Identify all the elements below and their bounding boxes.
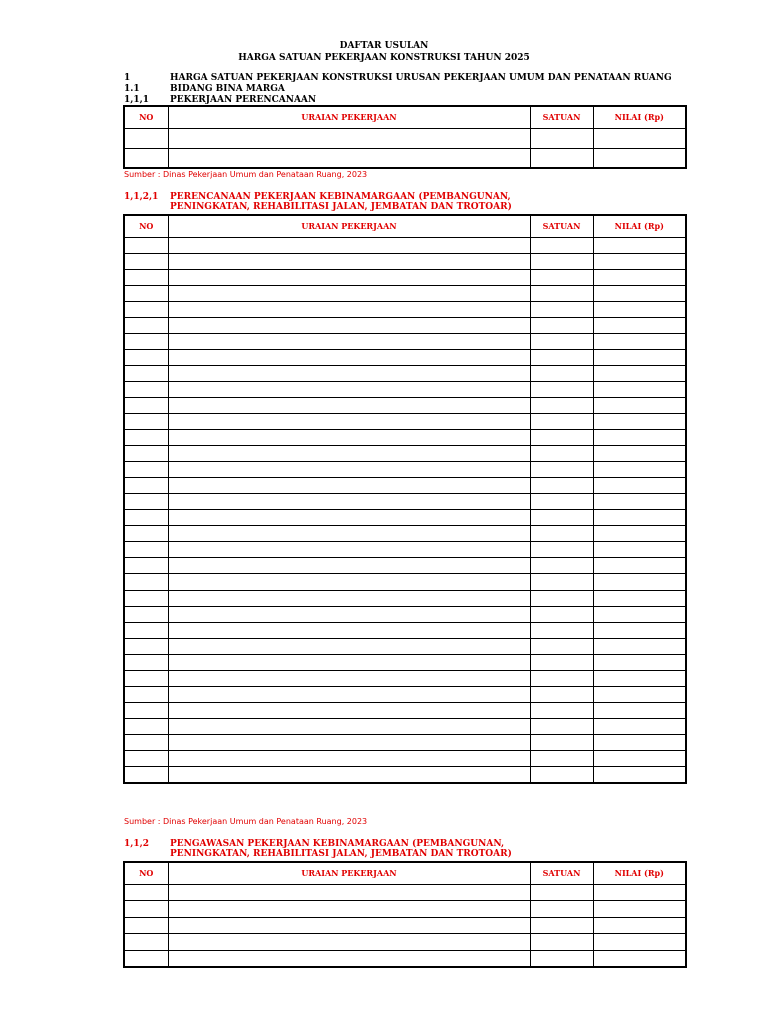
table-row xyxy=(124,670,686,686)
cell-no xyxy=(124,917,168,934)
table-row xyxy=(124,574,686,590)
cell-nilai xyxy=(593,702,686,718)
table-row xyxy=(124,414,686,430)
table-row xyxy=(124,950,686,967)
cell-uraian xyxy=(168,718,530,734)
cell-no xyxy=(124,494,168,510)
cell-uraian xyxy=(168,446,530,462)
cell-uraian xyxy=(168,558,530,574)
table-row xyxy=(124,510,686,526)
cell-uraian xyxy=(168,128,530,148)
cell-satuan xyxy=(530,478,593,494)
cell-uraian xyxy=(168,934,530,951)
cell-nilai xyxy=(593,365,686,381)
cell-satuan xyxy=(530,950,593,967)
cell-satuan xyxy=(530,686,593,702)
cell-satuan xyxy=(530,638,593,654)
section-number: 1,1,2 xyxy=(124,839,150,849)
cell-nilai xyxy=(593,654,686,670)
table-row xyxy=(124,430,686,446)
cell-nilai xyxy=(593,510,686,526)
cell-nilai xyxy=(593,767,686,783)
table-row xyxy=(124,397,686,413)
cell-uraian xyxy=(168,349,530,365)
cell-no xyxy=(124,128,168,148)
cell-nilai xyxy=(593,734,686,750)
table-row xyxy=(124,934,686,951)
cell-satuan xyxy=(530,751,593,767)
cell-nilai xyxy=(593,253,686,269)
cell-uraian xyxy=(168,734,530,750)
cell-nilai xyxy=(593,301,686,317)
cell-no xyxy=(124,430,168,446)
table-row xyxy=(124,542,686,558)
cell-nilai xyxy=(593,269,686,285)
cell-uraian xyxy=(168,301,530,317)
cell-no xyxy=(124,237,168,253)
table-row xyxy=(124,767,686,783)
cell-uraian xyxy=(168,365,530,381)
cell-satuan xyxy=(530,494,593,510)
cell-nilai xyxy=(593,718,686,734)
column-header-uraian: URAIAN PEKERJAAN xyxy=(168,106,530,128)
table-row xyxy=(124,702,686,718)
table-row xyxy=(124,606,686,622)
cell-satuan xyxy=(530,574,593,590)
cell-satuan xyxy=(530,670,593,686)
cell-nilai xyxy=(593,542,686,558)
cell-no xyxy=(124,734,168,750)
cell-satuan xyxy=(530,317,593,333)
table-row xyxy=(124,462,686,478)
cell-satuan xyxy=(530,397,593,413)
table-row xyxy=(124,333,686,349)
column-header-no: NO xyxy=(124,215,168,237)
cell-no xyxy=(124,510,168,526)
cell-nilai xyxy=(593,950,686,967)
cell-no xyxy=(124,285,168,301)
cell-uraian xyxy=(168,622,530,638)
table-row xyxy=(124,148,686,168)
table-row xyxy=(124,446,686,462)
cell-satuan xyxy=(530,333,593,349)
cell-uraian xyxy=(168,381,530,397)
cell-no xyxy=(124,253,168,269)
cell-satuan xyxy=(530,285,593,301)
cell-nilai xyxy=(593,397,686,413)
cell-nilai xyxy=(593,317,686,333)
source-note: Sumber : Dinas Pekerjaan Umum dan Penataan Ruang, 2023 xyxy=(124,817,368,826)
cell-no xyxy=(124,751,168,767)
section-text-line1: PERENCANAAN PEKERJAAN KEBINAMARGAAN (PEMBANGUNAN, xyxy=(170,192,511,202)
table-perencanaan-kebinamargaan xyxy=(123,214,687,784)
table-perencanaan xyxy=(123,105,687,169)
cell-satuan xyxy=(530,269,593,285)
cell-uraian xyxy=(168,751,530,767)
cell-satuan xyxy=(530,734,593,750)
cell-nilai xyxy=(593,285,686,301)
cell-uraian xyxy=(168,917,530,934)
cell-uraian xyxy=(168,333,530,349)
cell-uraian xyxy=(168,670,530,686)
cell-uraian xyxy=(168,237,530,253)
cell-uraian xyxy=(168,269,530,285)
cell-nilai xyxy=(593,638,686,654)
source-note: Sumber : Dinas Pekerjaan Umum dan Penataan Ruang, 2023 xyxy=(124,170,368,179)
cell-no xyxy=(124,333,168,349)
cell-nilai xyxy=(593,494,686,510)
cell-uraian xyxy=(168,542,530,558)
cell-nilai xyxy=(593,751,686,767)
table-row xyxy=(124,590,686,606)
cell-satuan xyxy=(530,718,593,734)
cell-no xyxy=(124,590,168,606)
cell-no xyxy=(124,148,168,168)
cell-satuan xyxy=(530,301,593,317)
column-header-satuan: SATUAN xyxy=(530,215,593,237)
cell-no xyxy=(124,478,168,494)
cell-uraian xyxy=(168,510,530,526)
column-header-nilai: NILAI (Rp) xyxy=(593,862,686,884)
cell-satuan xyxy=(530,901,593,918)
cell-satuan xyxy=(530,654,593,670)
cell-satuan xyxy=(530,558,593,574)
cell-nilai xyxy=(593,381,686,397)
cell-satuan xyxy=(530,365,593,381)
cell-no xyxy=(124,767,168,783)
cell-no xyxy=(124,381,168,397)
cell-nilai xyxy=(593,148,686,168)
cell-nilai xyxy=(593,917,686,934)
outline-number: 1,1,1 xyxy=(124,95,150,105)
cell-no xyxy=(124,462,168,478)
section-text-line1: PENGAWASAN PEKERJAAN KEBINAMARGAAN (PEMBANGUNAN, xyxy=(170,839,505,849)
cell-uraian xyxy=(168,767,530,783)
cell-nilai xyxy=(593,901,686,918)
table-row xyxy=(124,317,686,333)
table-row xyxy=(124,349,686,365)
table-row xyxy=(124,526,686,542)
cell-no xyxy=(124,654,168,670)
table-row xyxy=(124,917,686,934)
column-header-no: NO xyxy=(124,106,168,128)
document-title: DAFTAR USULAN xyxy=(339,41,429,51)
cell-uraian xyxy=(168,462,530,478)
cell-no xyxy=(124,901,168,918)
cell-no xyxy=(124,638,168,654)
cell-satuan xyxy=(530,884,593,901)
cell-uraian xyxy=(168,590,530,606)
section-text-line2: PENINGKATAN, REHABILITASI JALAN, JEMBATAN DAN TROTOAR) xyxy=(170,202,512,212)
cell-uraian xyxy=(168,253,530,269)
table-row xyxy=(124,654,686,670)
cell-no xyxy=(124,446,168,462)
cell-uraian xyxy=(168,148,530,168)
cell-satuan xyxy=(530,381,593,397)
cell-nilai xyxy=(593,526,686,542)
cell-nilai xyxy=(593,414,686,430)
column-header-nilai: NILAI (Rp) xyxy=(593,106,686,128)
cell-no xyxy=(124,526,168,542)
table-row xyxy=(124,301,686,317)
cell-satuan xyxy=(530,606,593,622)
cell-no xyxy=(124,301,168,317)
cell-no xyxy=(124,349,168,365)
cell-no xyxy=(124,542,168,558)
cell-satuan xyxy=(530,430,593,446)
cell-nilai xyxy=(593,446,686,462)
cell-no xyxy=(124,670,168,686)
cell-uraian xyxy=(168,317,530,333)
cell-nilai xyxy=(593,128,686,148)
table-row xyxy=(124,718,686,734)
column-header-satuan: SATUAN xyxy=(530,106,593,128)
cell-nilai xyxy=(593,686,686,702)
cell-satuan xyxy=(530,148,593,168)
cell-satuan xyxy=(530,767,593,783)
cell-no xyxy=(124,950,168,967)
cell-satuan xyxy=(530,462,593,478)
table-row xyxy=(124,751,686,767)
cell-satuan xyxy=(530,702,593,718)
cell-nilai xyxy=(593,462,686,478)
cell-no xyxy=(124,934,168,951)
cell-nilai xyxy=(593,606,686,622)
column-header-no: NO xyxy=(124,862,168,884)
outline-text: BIDANG BINA MARGA xyxy=(170,84,285,94)
cell-no xyxy=(124,884,168,901)
cell-uraian xyxy=(168,901,530,918)
cell-nilai xyxy=(593,430,686,446)
cell-no xyxy=(124,397,168,413)
table-row xyxy=(124,622,686,638)
cell-nilai xyxy=(593,333,686,349)
cell-no xyxy=(124,269,168,285)
section-number: 1,1,2,1 xyxy=(124,192,159,202)
cell-uraian xyxy=(168,397,530,413)
cell-satuan xyxy=(530,237,593,253)
document-subtitle: HARGA SATUAN PEKERJAAN KONSTRUKSI TAHUN 2025 xyxy=(238,53,530,63)
cell-satuan xyxy=(530,542,593,558)
cell-satuan xyxy=(530,526,593,542)
column-header-uraian: URAIAN PEKERJAAN xyxy=(168,862,530,884)
cell-nilai xyxy=(593,670,686,686)
cell-nilai xyxy=(593,590,686,606)
cell-nilai xyxy=(593,478,686,494)
cell-satuan xyxy=(530,917,593,934)
table-row xyxy=(124,558,686,574)
table-row xyxy=(124,285,686,301)
cell-no xyxy=(124,574,168,590)
cell-no xyxy=(124,606,168,622)
cell-uraian xyxy=(168,638,530,654)
cell-satuan xyxy=(530,446,593,462)
cell-nilai xyxy=(593,934,686,951)
cell-uraian xyxy=(168,414,530,430)
cell-uraian xyxy=(168,430,530,446)
cell-nilai xyxy=(593,237,686,253)
section-text-line2: PENINGKATAN, REHABILITASI JALAN, JEMBATAN DAN TROTOAR) xyxy=(170,849,512,859)
cell-satuan xyxy=(530,934,593,951)
column-header-satuan: SATUAN xyxy=(530,862,593,884)
outline-text: PEKERJAAN PERENCANAAN xyxy=(170,95,317,105)
cell-uraian xyxy=(168,478,530,494)
cell-nilai xyxy=(593,558,686,574)
cell-satuan xyxy=(530,414,593,430)
cell-nilai xyxy=(593,622,686,638)
table-row xyxy=(124,365,686,381)
cell-uraian xyxy=(168,884,530,901)
table-row xyxy=(124,237,686,253)
table-row xyxy=(124,269,686,285)
table-row xyxy=(124,494,686,510)
table-pengawasan-kebinamargaan xyxy=(123,861,687,968)
cell-uraian xyxy=(168,950,530,967)
cell-nilai xyxy=(593,884,686,901)
cell-uraian xyxy=(168,526,530,542)
cell-no xyxy=(124,414,168,430)
column-header-uraian: URAIAN PEKERJAAN xyxy=(168,215,530,237)
cell-uraian xyxy=(168,702,530,718)
cell-no xyxy=(124,718,168,734)
column-header-nilai: NILAI (Rp) xyxy=(593,215,686,237)
cell-no xyxy=(124,686,168,702)
cell-no xyxy=(124,365,168,381)
cell-satuan xyxy=(530,253,593,269)
table-row xyxy=(124,734,686,750)
cell-uraian xyxy=(168,574,530,590)
cell-no xyxy=(124,622,168,638)
cell-satuan xyxy=(530,349,593,365)
cell-uraian xyxy=(168,686,530,702)
cell-satuan xyxy=(530,590,593,606)
outline-number: 1.1 xyxy=(124,84,140,94)
table-row xyxy=(124,901,686,918)
table-row xyxy=(124,638,686,654)
cell-nilai xyxy=(593,349,686,365)
table-row xyxy=(124,884,686,901)
cell-no xyxy=(124,558,168,574)
cell-uraian xyxy=(168,494,530,510)
outline-text: HARGA SATUAN PEKERJAAN KONSTRUKSI URUSAN PEKERJAAN UMUM DAN PENATAAN RUANG xyxy=(170,73,672,83)
table-row xyxy=(124,253,686,269)
table-row xyxy=(124,128,686,148)
table-row xyxy=(124,381,686,397)
cell-uraian xyxy=(168,606,530,622)
cell-no xyxy=(124,317,168,333)
cell-uraian xyxy=(168,285,530,301)
table-row xyxy=(124,478,686,494)
cell-nilai xyxy=(593,574,686,590)
cell-satuan xyxy=(530,510,593,526)
table-row xyxy=(124,686,686,702)
cell-no xyxy=(124,702,168,718)
cell-satuan xyxy=(530,128,593,148)
cell-uraian xyxy=(168,654,530,670)
outline-number: 1 xyxy=(124,73,131,83)
cell-satuan xyxy=(530,622,593,638)
